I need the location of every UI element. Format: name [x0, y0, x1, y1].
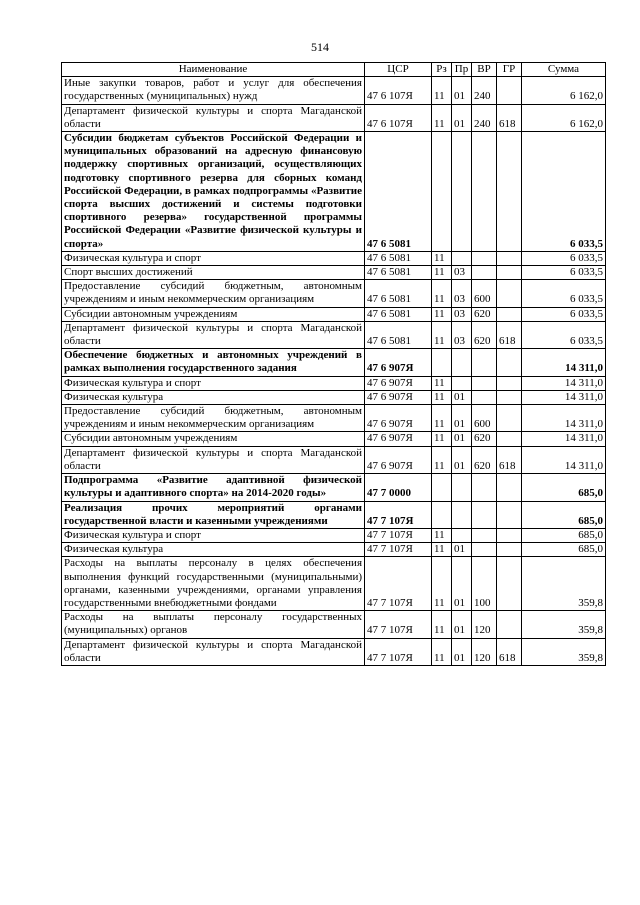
cell-csr: 47 6 107Я: [365, 77, 432, 104]
table-row: [62, 266, 606, 280]
cell-vr: [472, 501, 497, 528]
table-body: [62, 77, 606, 666]
table-row: [62, 349, 606, 376]
cell-pr: 01: [452, 543, 472, 557]
cell-vr: [472, 543, 497, 557]
cell-rz: 11: [432, 557, 452, 611]
cell-gr: [497, 543, 522, 557]
cell-gr: [497, 307, 522, 321]
cell-name: Реализация прочих мероприятий органами государственной власти и казенными учреждениями: [62, 501, 365, 528]
cell-rz: 11: [432, 638, 452, 665]
cell-rz: 11: [432, 251, 452, 265]
cell-sum: 6 033,5: [522, 266, 606, 280]
cell-vr: 100: [472, 557, 497, 611]
cell-pr: [452, 528, 472, 542]
cell-gr: [497, 432, 522, 446]
table-row: [62, 251, 606, 265]
cell-rz: [432, 501, 452, 528]
cell-csr: 47 6 907Я: [365, 376, 432, 390]
cell-rz: 11: [432, 432, 452, 446]
table-header-row: [62, 63, 606, 77]
cell-rz: [432, 132, 452, 252]
cell-csr: 47 7 107Я: [365, 611, 432, 638]
cell-name: Департамент физической культуры и спорта Магаданской области: [62, 104, 365, 131]
cell-vr: [472, 132, 497, 252]
cell-csr: 47 6 5081: [365, 266, 432, 280]
table-row: [62, 77, 606, 104]
table-row: [62, 543, 606, 557]
cell-sum: 6 162,0: [522, 77, 606, 104]
table-row: [62, 611, 606, 638]
cell-csr: 47 7 107Я: [365, 543, 432, 557]
cell-pr: 03: [452, 321, 472, 348]
cell-pr: 03: [452, 266, 472, 280]
cell-csr: 47 7 107Я: [365, 638, 432, 665]
cell-sum: 14 311,0: [522, 432, 606, 446]
cell-vr: 120: [472, 638, 497, 665]
cell-gr: [497, 266, 522, 280]
cell-gr: 618: [497, 104, 522, 131]
cell-rz: 11: [432, 307, 452, 321]
header-pr: Пр: [452, 63, 472, 77]
header-vr: ВР: [472, 63, 497, 77]
cell-gr: 618: [497, 446, 522, 473]
cell-pr: 01: [452, 446, 472, 473]
cell-gr: [497, 405, 522, 432]
cell-pr: 01: [452, 104, 472, 131]
cell-sum: 14 311,0: [522, 446, 606, 473]
cell-pr: 01: [452, 432, 472, 446]
cell-gr: [497, 376, 522, 390]
cell-name: Департамент физической культуры и спорта Магаданской области: [62, 446, 365, 473]
cell-pr: 01: [452, 405, 472, 432]
cell-rz: 11: [432, 280, 452, 307]
cell-rz: 11: [432, 266, 452, 280]
cell-sum: 6 033,5: [522, 307, 606, 321]
page-number: 514: [311, 40, 329, 54]
cell-vr: 620: [472, 432, 497, 446]
cell-sum: 685,0: [522, 543, 606, 557]
cell-sum: 6 033,5: [522, 280, 606, 307]
cell-sum: 14 311,0: [522, 405, 606, 432]
cell-rz: 11: [432, 611, 452, 638]
table-row: [62, 557, 606, 611]
cell-csr: 47 6 5081: [365, 280, 432, 307]
cell-csr: 47 6 5081: [365, 132, 432, 252]
header-gr: ГР: [497, 63, 522, 77]
cell-name: Физическая культура: [62, 390, 365, 404]
cell-sum: 685,0: [522, 474, 606, 501]
cell-rz: 11: [432, 77, 452, 104]
cell-gr: [497, 132, 522, 252]
table-row: [62, 132, 606, 252]
cell-pr: 01: [452, 557, 472, 611]
table-row: [62, 307, 606, 321]
header-rz: Рз: [432, 63, 452, 77]
table-row: [62, 376, 606, 390]
cell-pr: 03: [452, 307, 472, 321]
cell-csr: 47 6 907Я: [365, 446, 432, 473]
cell-gr: 618: [497, 321, 522, 348]
table-row: [62, 390, 606, 404]
cell-csr: 47 7 107Я: [365, 501, 432, 528]
cell-vr: [472, 528, 497, 542]
header-name: Наименование: [62, 63, 365, 77]
cell-vr: [472, 349, 497, 376]
cell-name: Предоставление субсидий бюджетным, автономным учреждениям и иным некоммерческим организациям: [62, 405, 365, 432]
cell-pr: [452, 501, 472, 528]
cell-name: Физическая культура и спорт: [62, 528, 365, 542]
cell-vr: 600: [472, 405, 497, 432]
cell-sum: 359,8: [522, 638, 606, 665]
cell-rz: [432, 349, 452, 376]
table-row: [62, 528, 606, 542]
cell-vr: 620: [472, 321, 497, 348]
cell-name: Субсидии автономным учреждениям: [62, 432, 365, 446]
cell-vr: [472, 474, 497, 501]
cell-sum: 14 311,0: [522, 349, 606, 376]
cell-rz: 11: [432, 405, 452, 432]
table-row: [62, 638, 606, 665]
cell-rz: 11: [432, 528, 452, 542]
cell-csr: 47 6 907Я: [365, 405, 432, 432]
cell-gr: 618: [497, 638, 522, 665]
cell-csr: 47 6 5081: [365, 321, 432, 348]
cell-vr: [472, 376, 497, 390]
table-row: [62, 446, 606, 473]
cell-name: Физическая культура: [62, 543, 365, 557]
cell-gr: [497, 474, 522, 501]
cell-gr: [497, 349, 522, 376]
header-sum: Сумма: [522, 63, 606, 77]
cell-pr: [452, 376, 472, 390]
cell-pr: 01: [452, 638, 472, 665]
cell-gr: [497, 611, 522, 638]
cell-vr: [472, 266, 497, 280]
cell-name: Физическая культура и спорт: [62, 251, 365, 265]
cell-sum: 14 311,0: [522, 376, 606, 390]
cell-sum: 685,0: [522, 501, 606, 528]
cell-pr: 01: [452, 611, 472, 638]
table-row: [62, 501, 606, 528]
cell-name: Департамент физической культуры и спорта Магаданской области: [62, 321, 365, 348]
table-row: [62, 321, 606, 348]
cell-gr: [497, 251, 522, 265]
cell-rz: 11: [432, 321, 452, 348]
cell-vr: 620: [472, 446, 497, 473]
cell-gr: [497, 557, 522, 611]
cell-name: Субсидии автономным учреждениям: [62, 307, 365, 321]
cell-name: Расходы на выплаты персоналу государственных (муниципальных) органов: [62, 611, 365, 638]
budget-table: [61, 62, 606, 666]
cell-name: Департамент физической культуры и спорта Магаданской области: [62, 638, 365, 665]
cell-name: Обеспечение бюджетных и автономных учреждений в рамках выполнения государственного задания: [62, 349, 365, 376]
cell-name: Физическая культура и спорт: [62, 376, 365, 390]
cell-gr: [497, 528, 522, 542]
cell-name: Спорт высших достижений: [62, 266, 365, 280]
cell-vr: [472, 390, 497, 404]
cell-pr: 01: [452, 77, 472, 104]
table-row: [62, 280, 606, 307]
table-row: [62, 432, 606, 446]
cell-sum: 6 033,5: [522, 132, 606, 252]
cell-sum: 685,0: [522, 528, 606, 542]
cell-csr: 47 7 107Я: [365, 557, 432, 611]
cell-sum: 359,8: [522, 557, 606, 611]
cell-pr: [452, 349, 472, 376]
cell-gr: [497, 390, 522, 404]
cell-vr: 620: [472, 307, 497, 321]
cell-rz: 11: [432, 104, 452, 131]
cell-vr: 240: [472, 104, 497, 131]
cell-pr: [452, 474, 472, 501]
cell-vr: 240: [472, 77, 497, 104]
cell-csr: 47 7 107Я: [365, 528, 432, 542]
cell-name: Иные закупки товаров, работ и услуг для обеспечения государственных (муниципальных) нужд: [62, 77, 365, 104]
cell-csr: 47 7 0000: [365, 474, 432, 501]
cell-name: Предоставление субсидий бюджетным, автономным учреждениям и иным некоммерческим организациям: [62, 280, 365, 307]
cell-csr: 47 6 107Я: [365, 104, 432, 131]
cell-sum: 6 162,0: [522, 104, 606, 131]
cell-pr: 03: [452, 280, 472, 307]
cell-gr: [497, 501, 522, 528]
cell-pr: [452, 132, 472, 252]
table-row: [62, 104, 606, 131]
cell-name: Расходы на выплаты персоналу в целях обеспечения выполнения функций государственными (муниципальными) органами, казенными учреждениями, органами управления государственными внебюджетными фондами: [62, 557, 365, 611]
cell-csr: 47 6 907Я: [365, 349, 432, 376]
table-row: [62, 474, 606, 501]
cell-sum: 359,8: [522, 611, 606, 638]
cell-csr: 47 6 5081: [365, 307, 432, 321]
cell-rz: 11: [432, 390, 452, 404]
cell-csr: 47 6 907Я: [365, 432, 432, 446]
cell-vr: [472, 251, 497, 265]
header-csr: ЦСР: [365, 63, 432, 77]
cell-csr: 47 6 907Я: [365, 390, 432, 404]
cell-rz: 11: [432, 376, 452, 390]
cell-name: Субсидии бюджетам субъектов Российской Федерации и муниципальных образований на адресную финансовую поддержку спортивных организаций, осуществляющих подготовку спортивного резерва для сборных команд Российской Федерации, в рамках подпрограммы «Развитие спорта высших достижений и системы подготовки спортивного резерва» государственной программы Российской Федерации «Развитие физической культуры и спорта»: [62, 132, 365, 252]
cell-rz: 11: [432, 543, 452, 557]
cell-sum: 6 033,5: [522, 321, 606, 348]
cell-rz: 11: [432, 446, 452, 473]
cell-gr: [497, 77, 522, 104]
table-row: [62, 405, 606, 432]
cell-gr: [497, 280, 522, 307]
cell-vr: 600: [472, 280, 497, 307]
cell-csr: 47 6 5081: [365, 251, 432, 265]
cell-pr: [452, 251, 472, 265]
cell-pr: 01: [452, 390, 472, 404]
cell-sum: 14 311,0: [522, 390, 606, 404]
cell-rz: [432, 474, 452, 501]
cell-vr: 120: [472, 611, 497, 638]
cell-name: Подпрограмма «Развитие адаптивной физической культуры и адаптивного спорта» на 2014-2020 годы»: [62, 474, 365, 501]
cell-sum: 6 033,5: [522, 251, 606, 265]
